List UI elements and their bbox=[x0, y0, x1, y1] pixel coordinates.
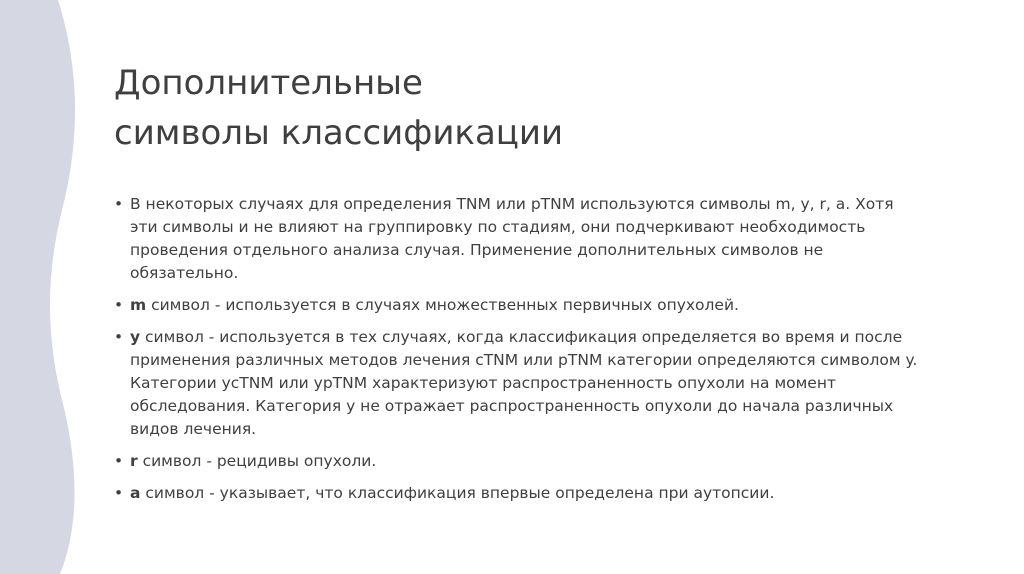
bullet-y-symbol bbox=[114, 326, 924, 441]
bullet-intro bbox=[114, 193, 924, 285]
bullet-intro-text: В некоторых случаях для определения TNM или pTNM используются символы m, y, r, a. Хотя эти символы и не влияют на группировку по стадиям, они подчеркивают необходимость проведения отдельного анализа случая. Применение дополнительных символов не обязательно. bbox=[130, 195, 894, 282]
bullet-y-text: символ - используется в тех случаях, когда классификация определяется во время и после применения различных методов лечения cTNM или pTNM категории определяются символом y. Категории ycTNM или ypTNM характеризуют распространенность опухоли на момент обследования. Категория y не отражает распространенность опухоли до начала различных видов лечения. bbox=[130, 328, 918, 438]
bullet-y-term: y bbox=[130, 328, 141, 346]
bullet-r-text: символ - рецидивы опухоли. bbox=[137, 452, 377, 470]
bullet-m-text: символ - используется в случаях множественных первичных опухолей. bbox=[146, 296, 739, 314]
bullet-m-symbol bbox=[114, 294, 924, 317]
bullet-a-term: a bbox=[130, 484, 141, 502]
bullet-m-term: m bbox=[130, 296, 147, 314]
bullet-a-text: символ - указывает, что классификация впервые определена при аутопсии. bbox=[140, 484, 775, 502]
bullet-a-symbol bbox=[114, 482, 924, 505]
decorative-wave-band bbox=[0, 0, 80, 574]
bullet-list bbox=[114, 193, 924, 514]
slide-title bbox=[114, 58, 914, 158]
wave-shape bbox=[0, 0, 75, 574]
title-line-1: Дополнительные bbox=[114, 63, 423, 103]
bullet-r-term: r bbox=[130, 452, 138, 470]
bullet-r-symbol bbox=[114, 450, 924, 473]
title-line-2: символы классификации bbox=[114, 113, 564, 153]
